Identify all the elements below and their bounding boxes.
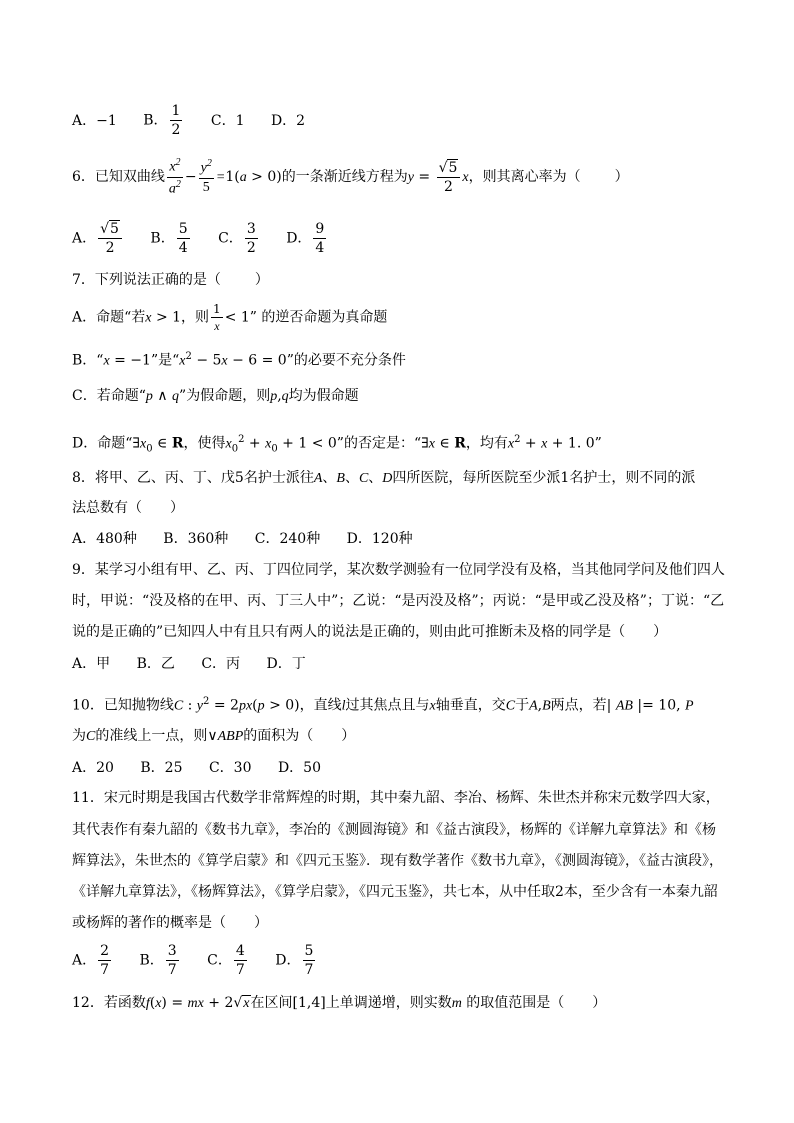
q8-option-d: D．120种 (346, 531, 413, 547)
q9-option-c: C．丙 (201, 656, 241, 672)
q9-stem-line3: 说的是正确的”已知四人中有且只有两人的说法是正确的，则由此可推断未及格的同学是（ ） (72, 624, 668, 640)
q8-option-a: A．480种 (72, 531, 137, 547)
q5-option-d: D．2 (270, 112, 306, 129)
q6-option-d: D． $\frac{9}{4}$ (286, 221, 325, 256)
q7-option-b: B．“x = −1”是“$x^2 - 5x - 6 = 0$”的必要不充分条件 (72, 351, 406, 369)
q6-options (72, 222, 328, 255)
q9-option-d: D．丁 (266, 656, 306, 672)
q5-option-a: A．−1 (72, 112, 117, 129)
q7-option-d: D．命题“$\exists x_0$ ∈ R，使得$x_0^2 + x_0 + 1 < 0$”的否定是：“∃x ∈ R，均有$x^2 + x + 1$. 0” (72, 434, 602, 455)
q11-option-d: D． $\frac{5}{7}$ (275, 943, 314, 978)
q10-stem-line1: 10．已知抛物线C : $y^2 = 2px(p > 0)$，直线l过其焦点且与x轴垂直，交C于A,B两点，若| AB |= 10, P (72, 696, 694, 714)
q10-option-d: D．50 (277, 760, 321, 776)
q9-stem-line1: 9．某学习小组有甲、乙、丙、丁四位同学，某次数学测验有一位同学没有及格，当其他同学问及他们四人 (72, 562, 725, 578)
q10-option-b: B．25 (140, 760, 183, 776)
q11-option-a: A． $\frac{2}{7}$ (72, 943, 110, 978)
q6-option-a: A． $\frac{√5}{2}$ (72, 222, 124, 255)
q11-stem-line3: 辉算法》，朱世杰的《算学启蒙》和《四元玉鉴》．现有数学著作《数书九章》，《测圆海镜》，《益古演段》， (72, 853, 723, 869)
q6-option-c: C． $\frac{3}{2}$ (218, 221, 256, 256)
q5-options (72, 104, 305, 137)
q8-stem-line2: 法总数有（ ） (72, 500, 184, 516)
q5-option-b: B． $\frac{1}{2}$ (143, 103, 181, 138)
q10-options (72, 758, 321, 778)
q10-option-c: C．30 (208, 760, 252, 776)
q6-option-b: B． $\frac{5}{4}$ (150, 221, 188, 256)
q10-stem-line2: 为C的准线上一点，则∨ABP的面积为（ ） (72, 728, 356, 744)
q8-options (72, 529, 413, 549)
q10-option-a: A．20 (72, 760, 114, 776)
q12-stem: 12．若函数f(x) = mx + 2√x在区间[1,4]上单调递增，则实数m 的取值范围是（ ） (72, 995, 607, 1011)
q11-stem-line5: 或杨辉的著作的概率是（ ） (72, 915, 268, 931)
q11-option-c: C． $\frac{4}{7}$ (207, 943, 245, 978)
q6-stem: 6．已知双曲线 $\frac{x^2}{a^2}$ − $\frac{y^2}{5}$ =1(a > 0)的一条渐近线方程为y = $\frac{√5}{2}$ x，则其离心率为（ ） (72, 157, 629, 197)
q9-options (72, 654, 306, 674)
q8-option-b: B．360种 (163, 531, 229, 547)
q7-option-a: A．命题“若x > 1，则 $\frac{1}{x}$ < 1” 的逆否命题为真命题 (72, 302, 388, 333)
q7-option-c: C．若命题“p ∧ q”为假命题，则p,q均为假命题 (72, 388, 359, 404)
q5-option-c: C．1 (210, 112, 245, 129)
q8-option-c: C．240种 (254, 531, 321, 547)
q11-stem-line2: 其代表作有秦九韶的《数书九章》，李冶的《测圆海镜》和《益古演段》，杨辉的《详解九章算法》和《杨 (72, 822, 716, 838)
q11-option-b: B． $\frac{3}{7}$ (139, 943, 177, 978)
q9-option-b: B．乙 (136, 656, 175, 672)
q7-stem: 7．下列说法正确的是（ ） (72, 272, 269, 288)
q9-stem-line2: 时，甲说：“没及格的在甲、丙、丁三人中”；乙说：“是丙没及格”；丙说：“是甲或乙没及格”；丁说：“乙 (72, 593, 725, 609)
q8-stem-line1: 8．将甲、乙、丙、丁、戊5名护士派往A、B、C、D四所医院，每所医院至少派1名护士，则不同的派 (72, 470, 696, 486)
q11-stem-line1: 11．宋元时期是我国古代数学非常辉煌的时期，其中秦九韶、李冶、杨辉、朱世杰并称宋元数学四大家， (72, 790, 720, 806)
q11-options (72, 944, 317, 977)
q11-stem-line4: 《详解九章算法》，《杨辉算法》，《算学启蒙》，《四元玉鉴》，共七本，从中任取2本，至少含有一本秦九韶 (72, 884, 718, 900)
q9-option-a: A．甲 (72, 656, 111, 672)
